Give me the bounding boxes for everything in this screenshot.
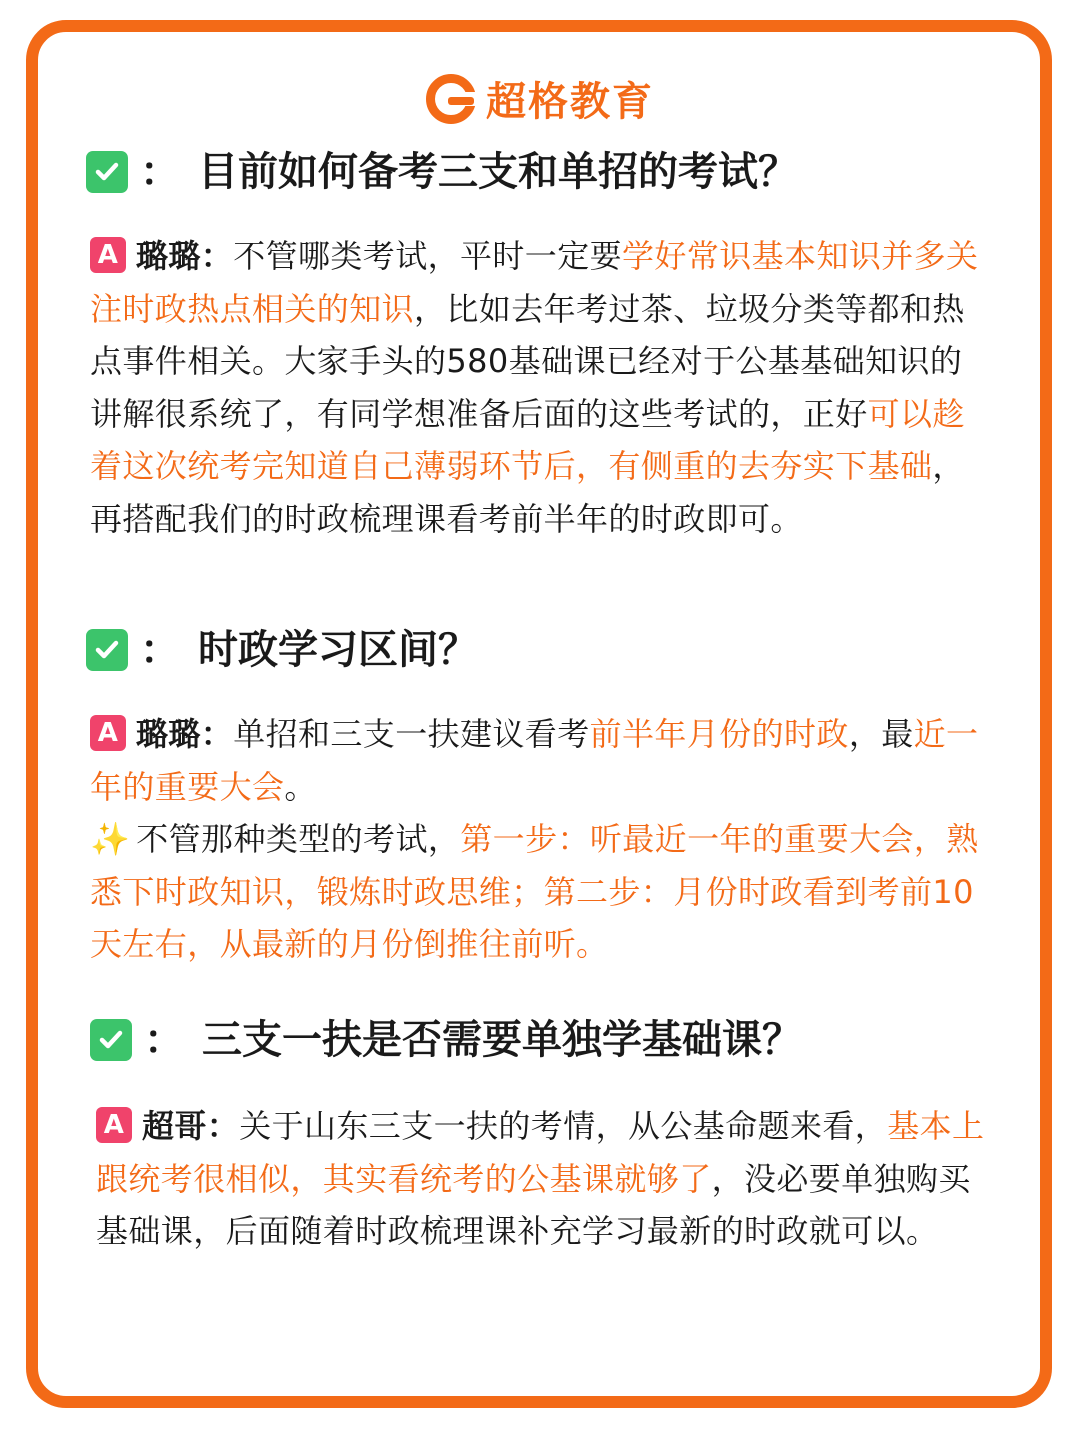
- answer-3: A 超哥：关于山东三支一扶的考情，从公基命题来看，基本上跟统考很相似，其实看统考的公基课就够了，没必要单独购买基础课，后面随着时政梳理课补充学习最新的时政就可以。: [96, 1107, 985, 1250]
- question-2: [86, 626, 490, 674]
- brand-g-icon: [426, 74, 476, 124]
- speaker-name: 璐璐：: [136, 237, 234, 275]
- question-text: 目前如何备考三支和单招的考试？: [190, 148, 810, 196]
- check-box-icon: [86, 151, 128, 193]
- brand-name: 超格教育: [486, 79, 654, 125]
- check-box-icon: [90, 1019, 132, 1061]
- highlight-text: 可以趁着这次统考完知道自己薄弱环节后，有侧重的去夯实下基础: [90, 394, 965, 485]
- question-3: [90, 1016, 814, 1064]
- question-text: 三支一扶是否需要单独学基础课？: [194, 1016, 814, 1064]
- question-colon: ：: [144, 1017, 184, 1063]
- question-colon: ：: [140, 149, 180, 195]
- question-colon: ：: [140, 627, 180, 673]
- question-text: 时政学习区间？: [190, 626, 490, 674]
- a-badge-icon: A: [90, 715, 126, 751]
- highlight-text: 基本上跟统考很相似，其实看统考的公基课就够了: [96, 1107, 985, 1198]
- highlight-text: 第一步：听最近一年的重要大会，熟悉下时政知识，锻炼时政思维；第二步：月份时政看到考前10天左右，从最新的月份倒推往前听。: [90, 820, 979, 963]
- a-badge-icon: A: [90, 237, 126, 273]
- speaker-name: 超哥：: [142, 1107, 240, 1145]
- a-badge-icon: A: [96, 1107, 132, 1143]
- sparkles-icon: ✨: [90, 820, 131, 858]
- highlight-text: 近一年的重要大会: [90, 715, 979, 806]
- check-box-icon: [86, 629, 128, 671]
- highlight-text: 学好常识基本知识并多关注时政热点相关的知识: [90, 237, 979, 328]
- speaker-name: 璐璐：: [136, 715, 234, 753]
- highlight-text: 前半年月份的时政: [589, 715, 849, 753]
- brand-logo: [0, 70, 1080, 127]
- answer-1: A 璐璐：不管哪类考试，平时一定要学好常识基本知识并多关注时政热点相关的知识，比如去年考过茶、垃圾分类等都和热点事件相关。大家手头的580基础课已经对于公基基础知识的讲解很系统了，有同学想准备后面的这些考试的，正好可以趁着这次统考完知道自己薄弱环节后，有侧重的去夯实下基础，再搭配我们的时政梳理课看考前半年的时政即可。: [90, 237, 979, 538]
- answer-2: A 璐璐：单招和三支一扶建议看考前半年月份的时政，最近一年的重要大会。 ✨ 不管那种类型的考试，第一步：听最近一年的重要大会，熟悉下时政知识，锻炼时政思维；第二步：月份时政看到考前10天左右，从最新的月份倒推往前听。: [90, 715, 979, 963]
- question-1: [86, 148, 810, 196]
